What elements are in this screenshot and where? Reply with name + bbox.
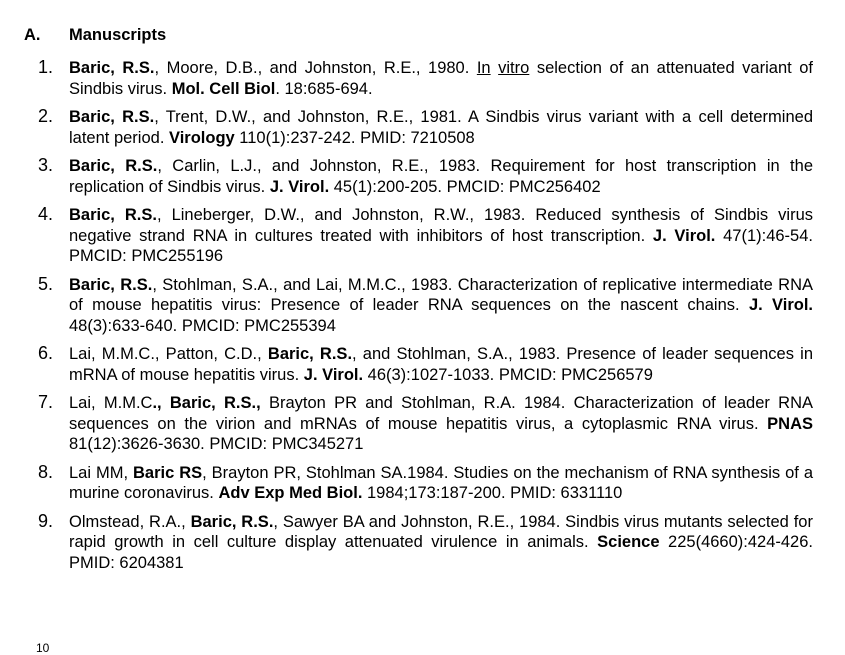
reference-citation <box>69 463 813 504</box>
citation-segment: , Brayton PR, Stohlman SA.1984. Studies on the mechanism of RNA synthesis of a murine coronavirus. <box>69 463 814 502</box>
citation-segment: Baric, R.S. <box>267 345 353 363</box>
reference-item <box>0 205 845 267</box>
reference-item <box>0 275 845 337</box>
citation-segment: Baric, R.S. <box>69 157 158 175</box>
reference-number: 8. <box>38 461 54 482</box>
reference-item <box>0 463 845 504</box>
citation-segment: J. Virol. <box>652 226 716 245</box>
page-number-fragment: 10 <box>36 641 50 655</box>
citation-segment: vitro <box>498 59 530 77</box>
citation-segment: 46(3):1027-1033. PMCID: PMC256579 <box>363 365 653 384</box>
citation-segment: Olmstead, R.A., <box>69 512 191 531</box>
citation-segment: Baric, R.S. <box>69 108 155 126</box>
citation-segment: Virology <box>168 128 235 147</box>
citation-segment: Baric RS <box>132 463 203 482</box>
reference-number: 2. <box>38 106 54 126</box>
reference-number: 3. <box>38 155 54 175</box>
citation-segment: 45(1):200-205. PMCID: PMC256402 <box>329 177 601 196</box>
citation-segment: Adv Exp Med Biol. <box>218 484 363 502</box>
citation-segment: PNAS <box>767 414 813 433</box>
reference-number: 1. <box>38 57 54 77</box>
citation-segment: 1984;173:187-200. PMID: 6331110 <box>362 484 623 502</box>
reference-citation <box>69 393 813 455</box>
citation-segment: , Trent, D.W., and Johnston, R.E., 1981. A Sindbis virus variant with a cell determined latent period. <box>69 108 813 147</box>
citation-segment: 48(3):633-640. PMCID: PMC255394 <box>69 316 336 335</box>
reference-item <box>0 512 845 574</box>
reference-item <box>0 393 845 455</box>
reference-number: 4. <box>38 204 54 224</box>
citation-segment: selection of an attenuated variant of Sindbis virus. <box>69 59 813 98</box>
citation-segment: , Stohlman, S.A., and Lai, M.M.C., 1983. Characterization of replicative intermediate RNA of mouse hepatitis virus: Presence of leader RNA sequences on the nascent chains. <box>69 275 813 314</box>
citation-segment: ., Baric, R.S., <box>152 394 261 412</box>
section-heading <box>24 25 166 45</box>
reference-citation <box>69 275 813 337</box>
citation-segment: 225(4660):424-426. PMID: 6204381 <box>69 533 813 572</box>
reference-citation <box>69 156 813 197</box>
reference-citation <box>69 344 813 385</box>
citation-segment: , Carlin, L.J., and Johnston, R.E., 1983. Requirement for host transcription in the replication of Sindbis virus. <box>69 157 813 196</box>
reference-item <box>0 58 845 99</box>
citation-segment: Science <box>597 533 660 551</box>
citation-segment: Mol. Cell Biol <box>171 79 276 98</box>
reference-list <box>0 58 845 581</box>
citation-segment: Baric, R.S. <box>69 206 157 224</box>
citation-segment: J. Virol. <box>748 296 813 314</box>
citation-segment: Lai, M.M.C <box>69 394 153 412</box>
reference-citation <box>69 107 813 148</box>
reference-item <box>0 156 845 197</box>
citation-segment <box>491 59 499 77</box>
citation-segment: 81(12):3626-3630. PMCID: PMC345271 <box>69 435 364 453</box>
citation-segment: , Moore, D.B., and Johnston, R.E., 1980. <box>154 59 477 77</box>
citation-segment: 110(1):237-242. PMID: 7210508 <box>234 128 475 147</box>
section-title: Manuscripts <box>69 26 167 44</box>
citation-segment: . 18:685-694. <box>275 79 373 98</box>
citation-segment: In <box>476 59 491 77</box>
citation-segment: Baric, R.S. <box>69 275 153 294</box>
reference-citation <box>69 58 813 99</box>
citation-segment: Brayton PR and Stohlman, R.A. 1984. Characterization of leader RNA sequences on the virion and mRNAs of mouse hepatitis virus, a cytoplasmic RNA virus. <box>69 394 813 433</box>
reference-number: 7. <box>38 392 54 412</box>
reference-number: 5. <box>38 273 54 294</box>
reference-number: 6. <box>38 343 54 363</box>
reference-item <box>0 107 845 148</box>
reference-item <box>0 344 845 385</box>
citation-segment: , Lineberger, D.W., and Johnston, R.W., 1983. Reduced synthesis of Sindbis virus negative strand RNA in cultures treated with inhibitors of host transcription. <box>69 206 813 245</box>
citation-segment: , Sawyer BA and Johnston, R.E., 1984. Sindbis virus mutants selected for rapid growth in cell culture display attenuated virulence in animals. <box>69 512 813 551</box>
reference-citation <box>69 205 813 267</box>
citation-segment: J. Virol. <box>269 177 330 196</box>
citation-segment: Lai, M.M.C., Patton, C.D., <box>69 345 268 363</box>
citation-segment: , and Stohlman, S.A., 1983. Presence of leader sequences in mRNA of mouse hepatitis virus. <box>69 345 813 384</box>
citation-segment: J. Virol. <box>303 365 364 384</box>
reference-number: 9. <box>38 510 54 531</box>
citation-segment: Baric, R.S. <box>190 512 274 531</box>
citation-segment: 47(1):46-54. PMCID: PMC255196 <box>69 226 813 265</box>
citation-segment: Baric, R.S. <box>69 59 155 77</box>
section-letter: A. <box>24 26 41 44</box>
citation-segment: Lai MM, <box>69 463 133 482</box>
reference-citation <box>69 512 813 574</box>
